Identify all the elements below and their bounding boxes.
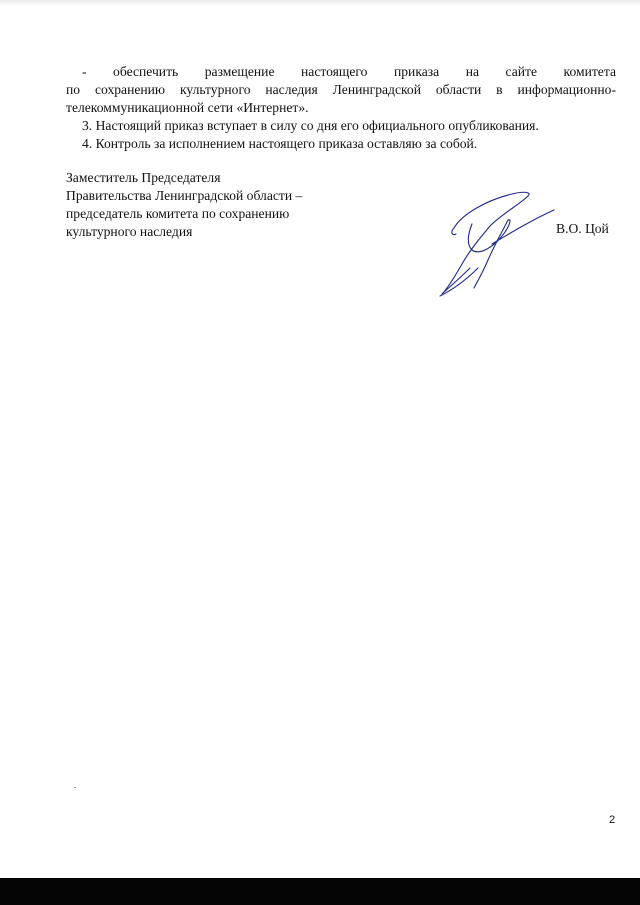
signatory-title-line: культурного наследия [66, 224, 193, 239]
scan-speck [74, 787, 76, 788]
paragraph-control: 4. Контроль за исполнением настоящего приказа оставляю за собой. [82, 136, 478, 151]
handwritten-signature [432, 184, 572, 302]
paragraph-line: - обеспечить размещение настоящего приказа на сайте комитета [82, 64, 616, 79]
paragraph-effective-date: 3. Настоящий приказ вступает в силу со дня его официального опубликования. [82, 118, 539, 133]
signatory-title-line: председатель комитета по сохранению [66, 206, 290, 221]
page-number: 2 [609, 814, 616, 826]
paragraph-line: по сохранению культурного наследия Ленинградской области в информационно- [66, 82, 616, 97]
paragraph-publish-order [66, 63, 616, 117]
scan-edge-shadow [0, 0, 640, 6]
signatory-title [66, 169, 302, 241]
document-body [66, 63, 616, 153]
paragraph-line: телекоммуникационной сети «Интернет». [66, 100, 309, 115]
signatory-name: В.О. Цой [556, 221, 609, 236]
scan-bottom-border [0, 878, 640, 905]
signatory-title-line: Заместитель Председателя [66, 170, 221, 185]
signatory-title-line: Правительства Ленинградской области – [66, 188, 303, 203]
